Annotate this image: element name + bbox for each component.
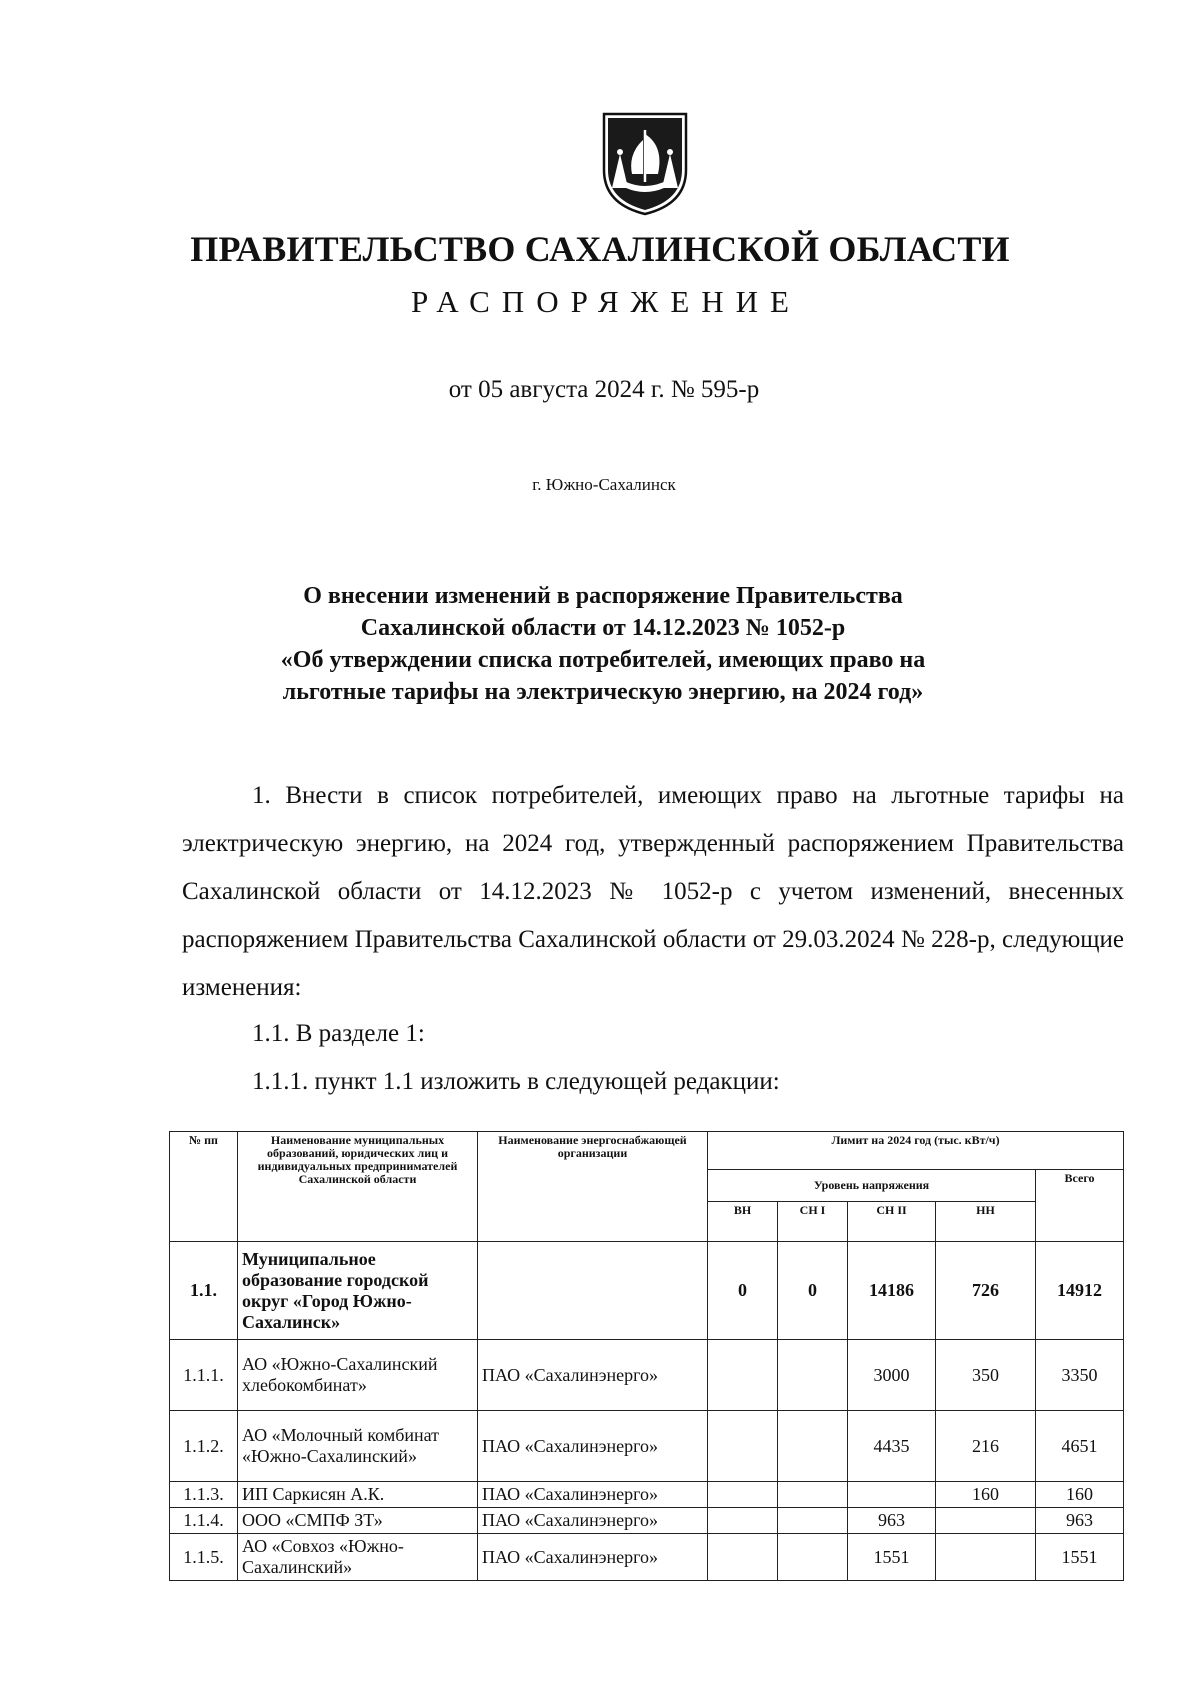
- government-title: ПРАВИТЕЛЬСТВО САХАЛИНСКОЙ ОБЛАСТИ: [190, 229, 1010, 269]
- cell-sn1: [778, 1534, 848, 1581]
- cell-num: 1.1.1.: [170, 1340, 238, 1411]
- header-nn: НН: [936, 1202, 1036, 1242]
- paragraph-1-text: 1. Внести в список потребителей, имеющих право на льготные тарифы на электрическую энергию, на 2024 год, утвержденный распоряжением Правительства Сахалинской области от 14.12.2023 № 1052-р с учетом изменений, внесенных распоряжением Правительства Сахалинской области от 29.03.2024 № 228-р, следующие изменения:: [182, 782, 1124, 1001]
- header-total: Всего: [1036, 1170, 1124, 1242]
- table-row: [170, 1482, 1124, 1508]
- coat-of-arms-icon: [598, 112, 692, 216]
- paragraph-1: [182, 772, 1124, 1012]
- cell-name: ООО «СМПФ ЗТ»: [238, 1508, 478, 1534]
- cell-org: [478, 1242, 708, 1340]
- cell-org: ПАО «Сахалинэнерго»: [478, 1411, 708, 1482]
- cell-org: ПАО «Сахалинэнерго»: [478, 1482, 708, 1508]
- cell-vn: [708, 1482, 778, 1508]
- cell-sn2: 1551: [848, 1534, 936, 1581]
- header-supplier: Наименование энергоснабжающей организации: [478, 1132, 708, 1242]
- cell-org: ПАО «Сахалинэнерго»: [478, 1534, 708, 1581]
- cell-nn: 350: [936, 1340, 1036, 1411]
- cell-name: АО «Совхоз «Южно-Сахалинский»: [238, 1534, 478, 1581]
- cell-total: 4651: [1036, 1411, 1124, 1482]
- document-subject: [150, 580, 1050, 708]
- cell-total: 1551: [1036, 1534, 1124, 1581]
- cell-total: 963: [1036, 1508, 1124, 1534]
- header-sn1: СН I: [778, 1202, 848, 1242]
- document-city: г. Южно-Сахалинск: [532, 475, 676, 494]
- clause-1-1-1: 1.1.1. пункт 1.1 изложить в следующей редакции:: [252, 1068, 780, 1095]
- consumer-limits-table: [169, 1131, 1124, 1581]
- cell-vn: [708, 1534, 778, 1581]
- cell-sn2: 4435: [848, 1411, 936, 1482]
- cell-vn: 0: [708, 1242, 778, 1340]
- cell-sn2: [848, 1482, 936, 1508]
- subject-line: О внесении изменений в распоряжение Правительства: [303, 583, 903, 609]
- cell-sn2: 963: [848, 1508, 936, 1534]
- cell-sn1: [778, 1508, 848, 1534]
- cell-total: 14912: [1036, 1242, 1124, 1340]
- cell-name: АО «Молочный комбинат «Южно-Сахалинский»: [238, 1411, 478, 1482]
- header-limit: Лимит на 2024 год (тыс. кВт/ч): [708, 1132, 1124, 1170]
- header-consumer: Наименование муниципальных образований, юридических лиц и индивидуальных предпринимателей Сахалинской области: [238, 1132, 478, 1242]
- cell-num: 1.1.3.: [170, 1482, 238, 1508]
- cell-num: 1.1.2.: [170, 1411, 238, 1482]
- header-sn2: СН II: [848, 1202, 936, 1242]
- table-row: [170, 1411, 1124, 1482]
- cell-nn: 160: [936, 1482, 1036, 1508]
- document-date-number: от 05 августа 2024 г. № 595-р: [448, 376, 760, 403]
- cell-sn1: 0: [778, 1242, 848, 1340]
- subject-line: «Об утверждении списка потребителей, имеющих право на: [280, 647, 926, 673]
- cell-vn: [708, 1508, 778, 1534]
- table-row: [170, 1534, 1124, 1581]
- cell-num: 1.1.4.: [170, 1508, 238, 1534]
- cell-nn: [936, 1508, 1036, 1534]
- cell-total: 160: [1036, 1482, 1124, 1508]
- subject-line: Сахалинской области от 14.12.2023 № 1052-р: [360, 615, 846, 641]
- cell-nn: [936, 1534, 1036, 1581]
- cell-name: АО «Южно-Сахалинский хлебокомбинат»: [238, 1340, 478, 1411]
- cell-num: 1.1.5.: [170, 1534, 238, 1581]
- table-row: [170, 1242, 1124, 1340]
- cell-org: ПАО «Сахалинэнерго»: [478, 1340, 708, 1411]
- cell-vn: [708, 1340, 778, 1411]
- cell-vn: [708, 1411, 778, 1482]
- subject-line: льготные тарифы на электрическую энергию, на 2024 год»: [282, 679, 924, 705]
- cell-org: ПАО «Сахалинэнерго»: [478, 1508, 708, 1534]
- cell-sn2: 3000: [848, 1340, 936, 1411]
- header-vn: ВН: [708, 1202, 778, 1242]
- cell-num: 1.1.: [170, 1242, 238, 1340]
- cell-nn: 216: [936, 1411, 1036, 1482]
- cell-sn2: 14186: [848, 1242, 936, 1340]
- header-voltage: Уровень напряжения: [708, 1170, 1036, 1202]
- document-type: РАСПОРЯЖЕНИЕ: [411, 284, 801, 319]
- cell-name: ИП Саркисян А.К.: [238, 1482, 478, 1508]
- table-row: [170, 1508, 1124, 1534]
- table-row: [170, 1340, 1124, 1411]
- cell-sn1: [778, 1482, 848, 1508]
- cell-name: Муниципальное образование городской округ «Город Южно-Сахалинск»: [238, 1242, 478, 1340]
- header-num: № пп: [170, 1132, 238, 1242]
- cell-nn: 726: [936, 1242, 1036, 1340]
- clause-1-1: 1.1. В разделе 1:: [252, 1020, 425, 1047]
- cell-sn1: [778, 1411, 848, 1482]
- cell-sn1: [778, 1340, 848, 1411]
- cell-total: 3350: [1036, 1340, 1124, 1411]
